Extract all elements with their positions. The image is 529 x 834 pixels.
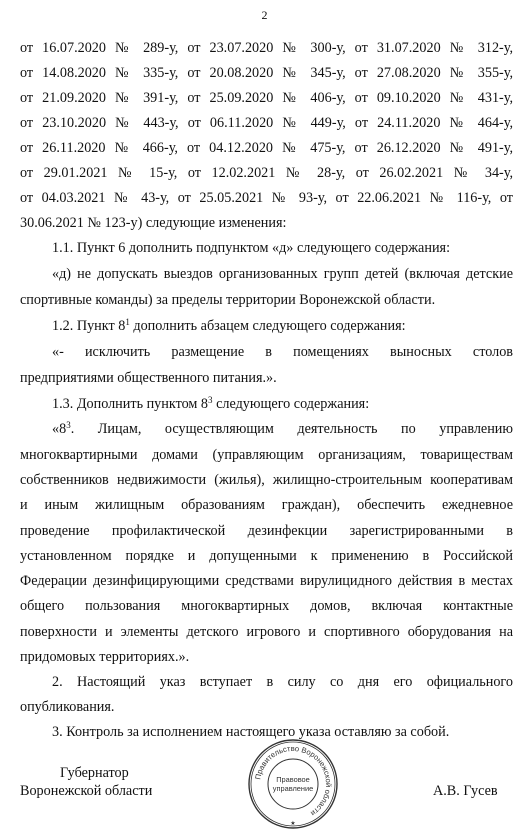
text-line-3: от 21.09.2020 № 391-у, от 25.09.2020 № 406-у, от 09.10.2020 № 431-у, <box>20 90 513 106</box>
text-line-24: поверхности и элементы детского игрового и спортивного оборудования на <box>20 624 513 640</box>
text-fragment: 1.3. Дополнить пунктом 8 <box>52 396 209 412</box>
text-line-21: установленном порядке и допущенными к применению в Российской <box>20 548 513 564</box>
text-line-12 <box>52 317 513 335</box>
text-line-16 <box>52 420 513 438</box>
text-line-5: от 26.11.2020 № 466-у, от 04.12.2020 № 475-у, от 26.12.2020 № 491-у, <box>20 140 513 156</box>
text-line-19: и иным жилищным образованиям граждан), обеспечить ежедневное <box>20 497 513 513</box>
text-line-2: от 14.08.2020 № 335-у, от 20.08.2020 № 345-у, от 27.08.2020 № 355-у, <box>20 65 513 81</box>
signer-title-line-1: Губернатор <box>60 765 129 781</box>
text-line-22: Федерации дезинфицирующими средствами вирулицидного действия в местах <box>20 573 513 589</box>
text-line-10: «д) не допускать выездов организованных групп детей (включая детские <box>52 266 513 282</box>
text-line-23: общего пользования многоквартирных домов, включая контактные <box>20 598 513 614</box>
stamp-center-line-2: управление <box>272 784 314 793</box>
stamp-center-line-1: Правовое <box>276 775 310 784</box>
text-line-14: предприятиями общественного питания.». <box>20 370 277 386</box>
text-line-27: опубликования. <box>20 699 115 715</box>
text-line-20: проведение профилактической дезинфекции зарегистрированными в <box>20 523 513 539</box>
text-line-18: собственников недвижимости (жилья), жилищно-строительным кооперативам <box>20 472 513 488</box>
signer-name: А.В. Гусев <box>433 783 498 799</box>
text-line-7: от 04.03.2021 № 43-у, от 25.05.2021 № 93-у, от 22.06.2021 № 116-у, от <box>20 190 513 206</box>
text-line-6: от 29.01.2021 № 15-у, от 12.02.2021 № 28-у, от 26.02.2021 № 34-у, <box>20 165 513 181</box>
text-fragment: «8 <box>52 421 67 437</box>
text-line-26: 2. Настоящий указ вступает в силу со дня его официального <box>52 674 513 690</box>
superscript: 3 <box>208 395 213 405</box>
stamp-star-icon: ★ <box>290 820 296 827</box>
text-fragment: 1.2. Пункт 8 <box>52 318 126 334</box>
text-fragment: дополнить абзацем следующего содержания: <box>129 318 406 334</box>
official-stamp <box>247 738 339 830</box>
text-fragment: . Лицам, осуществляющим деятельность по управлению <box>70 421 513 437</box>
text-line-9: 1.1. Пункт 6 дополнить подпунктом «д» следующего содержания: <box>52 240 451 256</box>
text-line-8: 30.06.2021 № 123-у) следующие изменения: <box>20 215 287 231</box>
signer-title-line-2: Воронежской области <box>20 783 153 799</box>
page-number: 2 <box>261 8 268 22</box>
text-line-25: придомовых территориях.». <box>20 649 190 665</box>
text-fragment: следующего содержания: <box>212 396 370 412</box>
text-line-15 <box>52 395 513 413</box>
text-line-4: от 23.10.2020 № 443-у, от 06.11.2020 № 449-у, от 24.11.2020 № 464-у, <box>20 115 513 131</box>
text-line-17: многоквартирными домами (управляющим организациям, товариществам <box>20 447 513 463</box>
superscript: 3 <box>66 420 71 430</box>
text-line-28: 3. Контроль за исполнением настоящего указа оставляю за собой. <box>52 724 450 740</box>
text-line-13: «- исключить размещение в помещениях выносных столов <box>52 344 513 360</box>
stamp-ring-textpath: Правительство Воронежской области <box>253 743 334 818</box>
text-line-1: от 16.07.2020 № 289-у, от 23.07.2020 № 300-у, от 31.07.2020 № 312-у, <box>20 40 513 56</box>
superscript: 1 <box>125 317 130 327</box>
text-line-11: спортивные команды) за пределы территории Воронежской области. <box>20 292 436 308</box>
